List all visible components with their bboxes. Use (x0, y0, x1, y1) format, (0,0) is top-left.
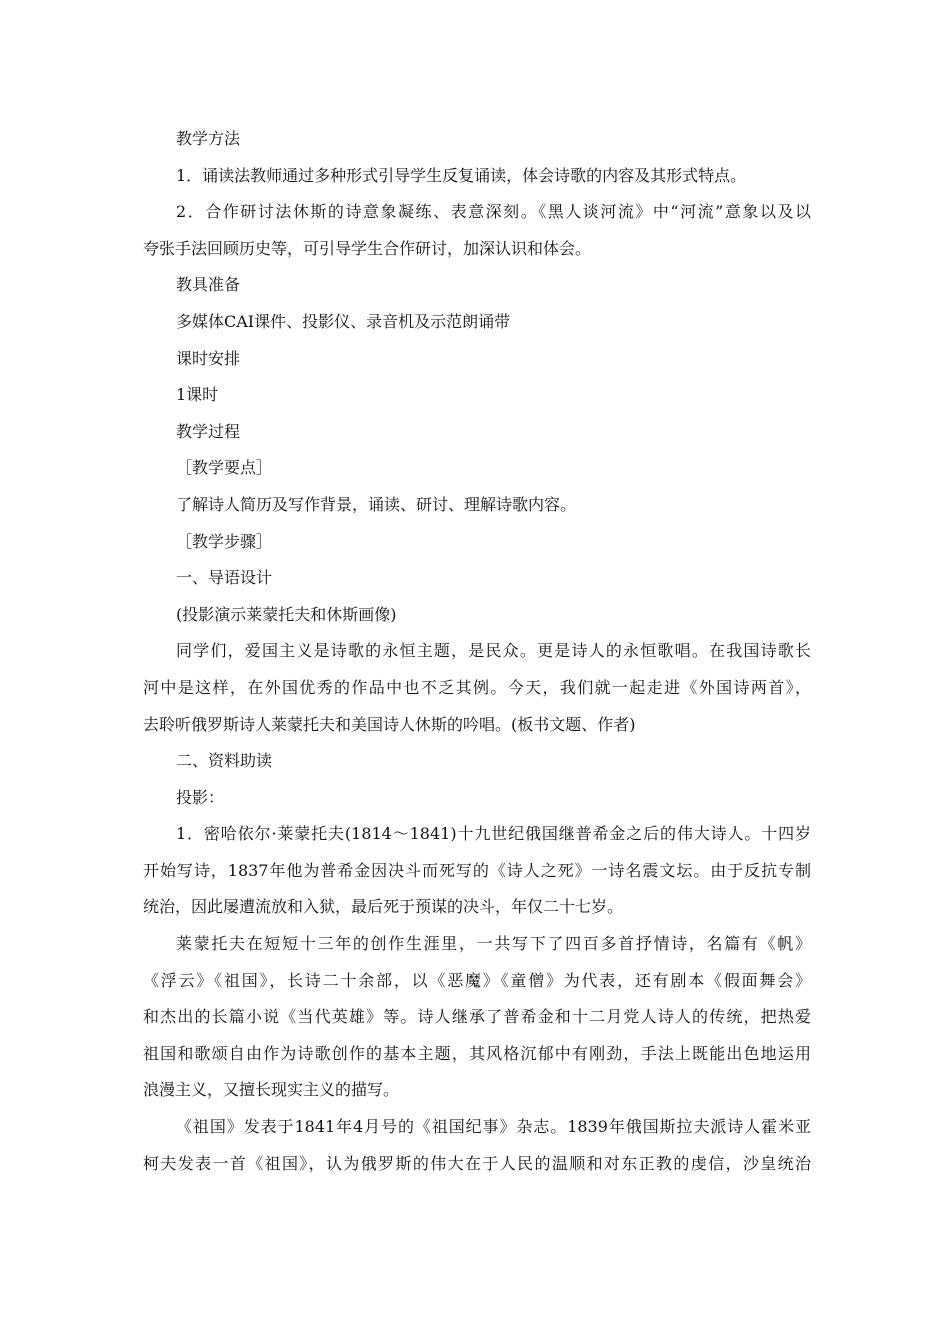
text-line: 多媒体CAI课件、投影仪、录音机及示范朗诵带 (176, 311, 511, 331)
document-body (143, 121, 811, 1182)
text-line: 和杰出的长篇小说《当代英雄》等。诗人继承了普希金和十二月党人诗人的传统，把热爱 (143, 1007, 811, 1027)
text-line: 教学方法 (176, 129, 241, 148)
text-line: 1课时 (176, 385, 219, 405)
text-line: 了解诗人简历及写作背景，诵读、研讨、理解诗歌内容。 (176, 494, 577, 514)
text-line: 同学们，爱国主义是诗歌的永恒主题，是民众。更是诗人的永恒歌唱。在我国诗歌长 (176, 641, 811, 661)
text-line: 2．合作研讨法休斯的诗意象凝练、表意深刻。《黑人谈河流》中“河流”意象以及以 (176, 202, 811, 222)
text-line: 投影： (176, 787, 225, 807)
text-line: 莱蒙托夫在短短十三年的创作生涯里，一共写下了四百多首抒情诗，名篇有《帆》 (176, 934, 811, 954)
text-line: ［教学要点］ (176, 458, 273, 478)
text-line: 1．诵读法教师通过多种形式引导学生反复诵读，体会诗歌的内容及其形式特点。 (176, 165, 747, 185)
text-line: 浪漫主义，又擅长现实主义的描写。 (143, 1080, 400, 1100)
text-line: 《祖国》发表于1841年4月号的《祖国纪事》杂志。1839年俄国斯拉夫派诗人霍米亚 (176, 1117, 811, 1137)
text-line: 河中是这样，在外国优秀的作品中也不乏其例。今天，我们就一起走进《外国诗两首》， (143, 677, 811, 697)
text-line: 1．密哈依尔·莱蒙托夫(1814～1841)十九世纪俄国继普希金之后的伟大诗人。十四岁 (176, 824, 811, 844)
text-line: 二、资料助读 (176, 751, 273, 771)
text-line: 教具准备 (176, 275, 241, 295)
text-line: 教学过程 (176, 421, 241, 441)
text-line: 柯夫发表一首《祖国》，认为俄罗斯的伟大在于人民的温顺和对东正教的虔信，沙皇统治 (143, 1153, 811, 1173)
text-line: 课时安排 (176, 348, 241, 368)
text-line: 开始写诗，1837年他为普希金因决斗而死写的《诗人之死》一诗名震文坛。由于反抗专制 (143, 860, 811, 880)
text-line: 一、导语设计 (176, 568, 273, 588)
text-line: 祖国和歌颂自由作为诗歌创作的基本主题，其风格沉郁中有刚劲，手法上既能出色地运用 (143, 1043, 811, 1063)
text-line: 《浮云》《祖国》，长诗二十余部，以《恶魔》《童僧》为代表，还有剧本《假面舞会》 (143, 970, 811, 990)
text-line: ［教学步骤］ (176, 531, 273, 551)
text-line: 去聆听俄罗斯诗人莱蒙托夫和美国诗人休斯的吟唱。(板书文题、作者) (143, 714, 636, 734)
text-line: 统治，因此屡遭流放和入狱，最后死于预谋的决斗，年仅二十七岁。 (143, 897, 624, 917)
text-line: (投影演示莱蒙托夫和休斯画像) (176, 604, 397, 624)
text-line: 夸张手法回顾历史等，可引导学生合作研讨，加深认识和体会。 (143, 238, 592, 258)
